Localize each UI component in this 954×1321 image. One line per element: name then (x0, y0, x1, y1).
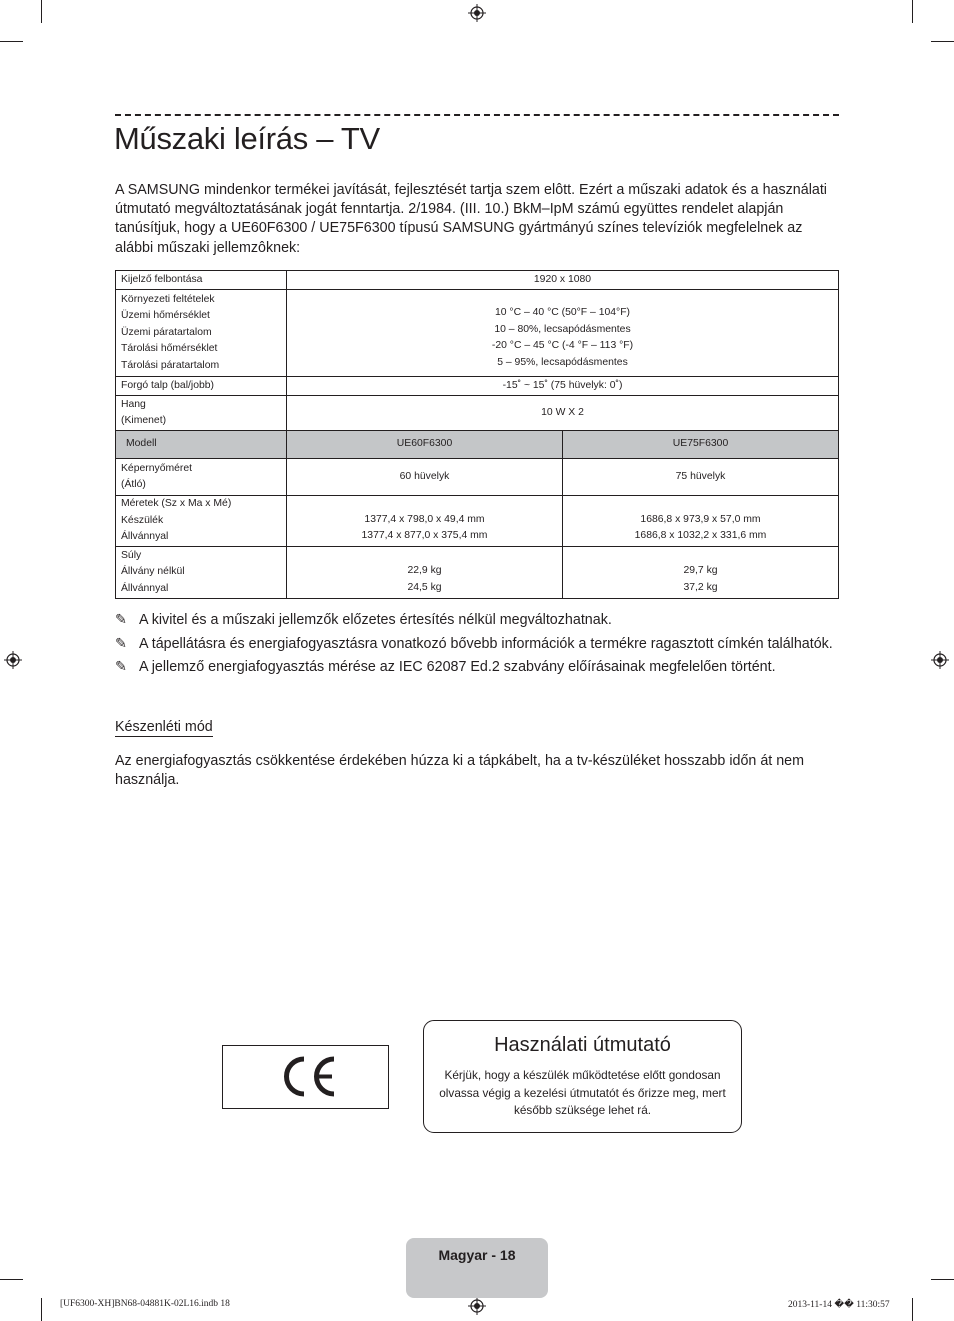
value-line: 1686,8 x 973,9 x 57,0 mm (640, 513, 761, 525)
print-slug-left: [UF6300-XH]BN68-04881K-02L16.indb 18 (60, 1299, 230, 1309)
label-line: Képernyőméret (121, 462, 193, 474)
row-label (116, 547, 287, 599)
label-line: Állvánnyal (121, 531, 169, 543)
list-item (115, 611, 835, 630)
note-text: A jellemző energiafogyasztás mérése az IEC 62087 Ed.2 szabvány előírásainak megfelelően történt. (139, 659, 776, 675)
crop-mark (41, 0, 42, 23)
pencil-icon: ✎ (115, 612, 127, 628)
row-label: Kijelző felbontása (116, 271, 287, 290)
print-slug-right: 2013-11-14 �� 11:30:57 (788, 1300, 890, 1310)
table-row (116, 496, 839, 547)
table-row (116, 396, 839, 431)
value-line: 10 – 80%, lecsapódásmentes (494, 323, 631, 335)
value-line: 37,2 kg (683, 581, 718, 593)
model-label: Modell (116, 431, 287, 459)
page-title: Műszaki leírás – TV (114, 121, 380, 156)
row-value: 75 hüvelyk (563, 459, 839, 496)
list-item (115, 658, 835, 677)
intro-text: A SAMSUNG mindenkor termékei javítását, fejlesztését tartja szem elôtt. Ezért a műszaki adatok és a használati útmutató megváltoztatásának jogát fenntartja. 2/1984. (III. 10.) BkM–IpM számú együttes rendelet alapján tanúsítjuk, hogy a UE60F6300 / UE75F6300 típusú SAMSUNG gyártmányú színes televíziók megfelelnek az alábbi műszaki jellemzôknek: (115, 182, 827, 256)
page-number-tab (406, 1238, 548, 1298)
value-line: 5 – 95%, lecsapódásmentes (497, 356, 628, 368)
crop-mark (912, 0, 913, 23)
label-line: Környezeti feltételek (121, 293, 215, 305)
label-line: (Kimenet) (121, 415, 167, 426)
ce-mark-box (222, 1045, 389, 1109)
label-line: Állvánnyal (121, 582, 169, 594)
model-col-1: UE60F6300 (287, 431, 563, 459)
row-value (287, 290, 839, 377)
label-line: (Átló) (121, 479, 146, 490)
title-rule (115, 114, 839, 116)
label-line: Méretek (Sz x Ma x Mé) (121, 498, 232, 510)
note-text: A kivitel és a műszaki jellemzők előzetes értesítés nélkül megváltozhatnak. (139, 612, 612, 628)
label-line: Hang (121, 398, 146, 410)
crop-mark (0, 1279, 23, 1280)
row-label: Forgó talp (bal/jobb) (116, 377, 287, 396)
row-label (116, 459, 287, 496)
specs-table (115, 270, 839, 599)
crop-mark (912, 1298, 913, 1321)
page-number: Magyar - 18 (438, 1247, 516, 1263)
label-line: Üzemi hőmérséklet (121, 310, 210, 322)
list-item (115, 635, 835, 654)
section-heading: Készenléti mód (115, 719, 213, 735)
table-row (116, 547, 839, 599)
registration-mark-icon (468, 4, 486, 22)
row-label (116, 496, 287, 547)
label-line: Készülék (121, 514, 164, 526)
manual-title: Használati útmutató (494, 1034, 671, 1056)
label-line: Tárolási hőmérséklet (121, 343, 218, 355)
value-line: 1377,4 x 877,0 x 375,4 mm (361, 530, 488, 541)
model-col-2: UE75F6300 (563, 431, 839, 459)
notes-list (115, 611, 835, 682)
table-row (116, 459, 839, 496)
table-row (116, 271, 839, 290)
table-row (116, 290, 839, 377)
value-line: 24,5 kg (407, 581, 442, 593)
intro-paragraph (115, 181, 841, 258)
crop-mark (931, 1279, 954, 1280)
row-label (116, 290, 287, 377)
row-value: -15˚ ~ 15˚ (75 hüvelyk: 0˚) (287, 377, 839, 396)
value-line: 1377,4 x 798,0 x 49,4 mm (364, 513, 485, 525)
note-text: A tápellátásra és energiafogyasztásra vonatkozó bővebb információk a termékre ragasztott címkén találhatók. (139, 635, 833, 652)
crop-mark (931, 41, 954, 42)
label-line: Tárolási páratartalom (121, 359, 220, 371)
manual-body: Kérjük, hogy a készülék működtetése előtt gondosan olvassa végig a kezelési útmutatót és őrizze meg, mert később szüksége lehet rá. (439, 1068, 726, 1117)
row-value: 1920 x 1080 (287, 271, 839, 290)
row-value (563, 547, 839, 599)
label-line: Súly (121, 549, 142, 561)
row-value: 60 hüvelyk (287, 459, 563, 496)
row-value (287, 547, 563, 599)
registration-mark-icon (4, 651, 22, 669)
value-line: 1686,8 x 1032,2 x 331,6 mm (634, 530, 767, 541)
table-header-row (116, 431, 839, 459)
value-line: 22,9 kg (407, 565, 442, 576)
label-line: Üzemi páratartalom (121, 326, 212, 338)
row-value (563, 496, 839, 547)
label-line: Állvány nélkül (121, 566, 185, 578)
row-value: 10 W X 2 (287, 396, 839, 431)
crop-mark (41, 1298, 42, 1321)
value-line: 29,7 kg (683, 565, 718, 576)
table-row (116, 377, 839, 396)
user-manual-box (423, 1020, 742, 1133)
value-line: -20 °C – 45 °C (-4 °F – 113 °F) (491, 340, 634, 351)
row-value (287, 496, 563, 547)
row-label (116, 396, 287, 431)
crop-mark (0, 41, 23, 42)
standby-paragraph: Az energiafogyasztás csökkentése érdekében húzza ki a tápkábelt, ha a tv-készüléket hosszabb időn át nem használja. (115, 753, 805, 789)
value-line: 10 °C – 40 °C (50°F – 104°F) (494, 307, 631, 318)
pencil-icon: ✎ (115, 659, 127, 675)
ce-mark-icon (223, 1046, 388, 1108)
pencil-icon: ✎ (115, 635, 127, 652)
registration-mark-icon (931, 651, 949, 669)
registration-mark-icon (468, 1297, 486, 1315)
